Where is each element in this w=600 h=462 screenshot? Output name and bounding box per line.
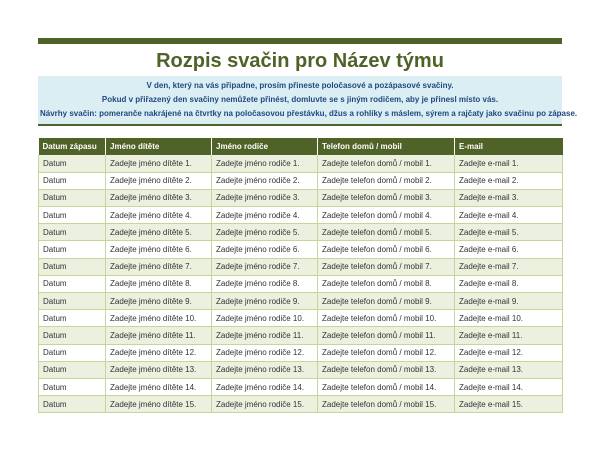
cell-child-name[interactable]: Zadejte jméno dítěte 11. <box>106 327 212 344</box>
cell-phone[interactable]: Zadejte telefon domů / mobil 12. <box>318 344 455 361</box>
snack-schedule-table <box>38 138 563 413</box>
cell-match-date[interactable]: Datum <box>39 258 106 275</box>
cell-child-name[interactable]: Zadejte jméno dítěte 7. <box>106 258 212 275</box>
cell-child-name[interactable]: Zadejte jméno dítěte 15. <box>106 396 212 413</box>
title-top-rule <box>38 38 562 44</box>
cell-parent-name[interactable]: Zadejte jméno rodiče 1. <box>212 155 318 172</box>
cell-match-date[interactable]: Datum <box>39 327 106 344</box>
column-header-child-name: Jméno dítěte <box>106 138 212 155</box>
cell-email[interactable]: Zadejte e-mail 7. <box>455 258 563 275</box>
instruction-line-2: Pokud v přiřazený den svačiny nemůžete přinést, domluvte se s jiným rodičem, aby je přinesl místo vás. <box>101 95 499 104</box>
cell-match-date[interactable]: Datum <box>39 155 106 172</box>
cell-email[interactable]: Zadejte e-mail 2. <box>455 172 563 189</box>
cell-phone[interactable]: Zadejte telefon domů / mobil 2. <box>318 172 455 189</box>
instructions-box <box>38 76 578 124</box>
cell-phone[interactable]: Zadejte telefon domů / mobil 9. <box>318 293 455 310</box>
cell-child-name[interactable]: Zadejte jméno dítěte 14. <box>106 378 212 395</box>
table-row <box>39 378 563 395</box>
cell-child-name[interactable]: Zadejte jméno dítěte 2. <box>106 172 212 189</box>
table-row <box>39 344 563 361</box>
cell-match-date[interactable]: Datum <box>39 396 106 413</box>
cell-match-date[interactable]: Datum <box>39 378 106 395</box>
cell-email[interactable]: Zadejte e-mail 15. <box>455 396 563 413</box>
cell-phone[interactable]: Zadejte telefon domů / mobil 15. <box>318 396 455 413</box>
cell-phone[interactable]: Zadejte telefon domů / mobil 1. <box>318 155 455 172</box>
cell-phone[interactable]: Zadejte telefon domů / mobil 7. <box>318 258 455 275</box>
cell-phone[interactable]: Zadejte telefon domů / mobil 10. <box>318 310 455 327</box>
cell-match-date[interactable]: Datum <box>39 293 106 310</box>
cell-match-date[interactable]: Datum <box>39 275 106 292</box>
cell-phone[interactable]: Zadejte telefon domů / mobil 14. <box>318 378 455 395</box>
cell-email[interactable]: Zadejte e-mail 6. <box>455 241 563 258</box>
cell-parent-name[interactable]: Zadejte jméno rodiče 3. <box>212 189 318 206</box>
cell-email[interactable]: Zadejte e-mail 5. <box>455 224 563 241</box>
cell-parent-name[interactable]: Zadejte jméno rodiče 2. <box>212 172 318 189</box>
cell-email[interactable]: Zadejte e-mail 11. <box>455 327 563 344</box>
cell-email[interactable]: Zadejte e-mail 14. <box>455 378 563 395</box>
cell-child-name[interactable]: Zadejte jméno dítěte 1. <box>106 155 212 172</box>
cell-match-date[interactable]: Datum <box>39 241 106 258</box>
table-header-row <box>39 138 563 155</box>
cell-parent-name[interactable]: Zadejte jméno rodiče 6. <box>212 241 318 258</box>
cell-child-name[interactable]: Zadejte jméno dítěte 6. <box>106 241 212 258</box>
cell-phone[interactable]: Zadejte telefon domů / mobil 5. <box>318 224 455 241</box>
snack-suggestions-line: Návrhy svačin: pomeranče nakrájené na čtvrtky na poločasovou přestávku, džus a rohlíky s máslem, sýrem a rajčaty jako svačinu po zápase. <box>40 109 578 118</box>
cell-email[interactable]: Zadejte e-mail 13. <box>455 361 563 378</box>
cell-match-date[interactable]: Datum <box>39 189 106 206</box>
cell-email[interactable]: Zadejte e-mail 12. <box>455 344 563 361</box>
cell-match-date[interactable]: Datum <box>39 361 106 378</box>
table-row <box>39 275 563 292</box>
table-row <box>39 241 563 258</box>
cell-match-date[interactable]: Datum <box>39 224 106 241</box>
column-header-phone: Telefon domů / mobil <box>318 138 455 155</box>
cell-child-name[interactable]: Zadejte jméno dítěte 12. <box>106 344 212 361</box>
cell-child-name[interactable]: Zadejte jméno dítěte 9. <box>106 293 212 310</box>
cell-match-date[interactable]: Datum <box>39 207 106 224</box>
instruction-line-1: V den, který na vás připadne, prosím přineste poločasové a pozápasové svačiny. <box>146 81 454 90</box>
cell-parent-name[interactable]: Zadejte jméno rodiče 14. <box>212 378 318 395</box>
table-row <box>39 293 563 310</box>
cell-child-name[interactable]: Zadejte jméno dítěte 4. <box>106 207 212 224</box>
cell-child-name[interactable]: Zadejte jméno dítěte 3. <box>106 189 212 206</box>
column-header-match-date: Datum zápasu <box>39 138 106 155</box>
notes-bottom-rule <box>38 124 562 126</box>
table-row <box>39 224 563 241</box>
table-row <box>39 310 563 327</box>
cell-email[interactable]: Zadejte e-mail 9. <box>455 293 563 310</box>
page-title: Rozpis svačin pro Název týmu <box>156 50 444 72</box>
cell-parent-name[interactable]: Zadejte jméno rodiče 8. <box>212 275 318 292</box>
cell-parent-name[interactable]: Zadejte jméno rodiče 4. <box>212 207 318 224</box>
table-row <box>39 396 563 413</box>
cell-child-name[interactable]: Zadejte jméno dítěte 13. <box>106 361 212 378</box>
cell-phone[interactable]: Zadejte telefon domů / mobil 8. <box>318 275 455 292</box>
table-row <box>39 327 563 344</box>
cell-match-date[interactable]: Datum <box>39 172 106 189</box>
column-header-parent-name: Jméno rodiče <box>212 138 318 155</box>
table-row <box>39 155 563 172</box>
table-row <box>39 189 563 206</box>
cell-parent-name[interactable]: Zadejte jméno rodiče 7. <box>212 258 318 275</box>
cell-parent-name[interactable]: Zadejte jméno rodiče 15. <box>212 396 318 413</box>
cell-email[interactable]: Zadejte e-mail 1. <box>455 155 563 172</box>
table-row <box>39 172 563 189</box>
cell-parent-name[interactable]: Zadejte jméno rodiče 9. <box>212 293 318 310</box>
cell-phone[interactable]: Zadejte telefon domů / mobil 11. <box>318 327 455 344</box>
cell-parent-name[interactable]: Zadejte jméno rodiče 5. <box>212 224 318 241</box>
cell-child-name[interactable]: Zadejte jméno dítěte 8. <box>106 275 212 292</box>
cell-email[interactable]: Zadejte e-mail 8. <box>455 275 563 292</box>
cell-email[interactable]: Zadejte e-mail 10. <box>455 310 563 327</box>
cell-match-date[interactable]: Datum <box>39 344 106 361</box>
cell-parent-name[interactable]: Zadejte jméno rodiče 11. <box>212 327 318 344</box>
cell-email[interactable]: Zadejte e-mail 4. <box>455 207 563 224</box>
cell-child-name[interactable]: Zadejte jméno dítěte 10. <box>106 310 212 327</box>
table-row <box>39 361 563 378</box>
cell-parent-name[interactable]: Zadejte jméno rodiče 12. <box>212 344 318 361</box>
cell-parent-name[interactable]: Zadejte jméno rodiče 10. <box>212 310 318 327</box>
cell-child-name[interactable]: Zadejte jméno dítěte 5. <box>106 224 212 241</box>
table-row <box>39 258 563 275</box>
column-header-email: E-mail <box>455 138 563 155</box>
cell-phone[interactable]: Zadejte telefon domů / mobil 6. <box>318 241 455 258</box>
table-row <box>39 207 563 224</box>
cell-phone[interactable]: Zadejte telefon domů / mobil 3. <box>318 189 455 206</box>
cell-parent-name[interactable]: Zadejte jméno rodiče 13. <box>212 361 318 378</box>
cell-email[interactable]: Zadejte e-mail 3. <box>455 189 563 206</box>
cell-phone[interactable]: Zadejte telefon domů / mobil 4. <box>318 207 455 224</box>
cell-phone[interactable]: Zadejte telefon domů / mobil 13. <box>318 361 455 378</box>
cell-match-date[interactable]: Datum <box>39 310 106 327</box>
